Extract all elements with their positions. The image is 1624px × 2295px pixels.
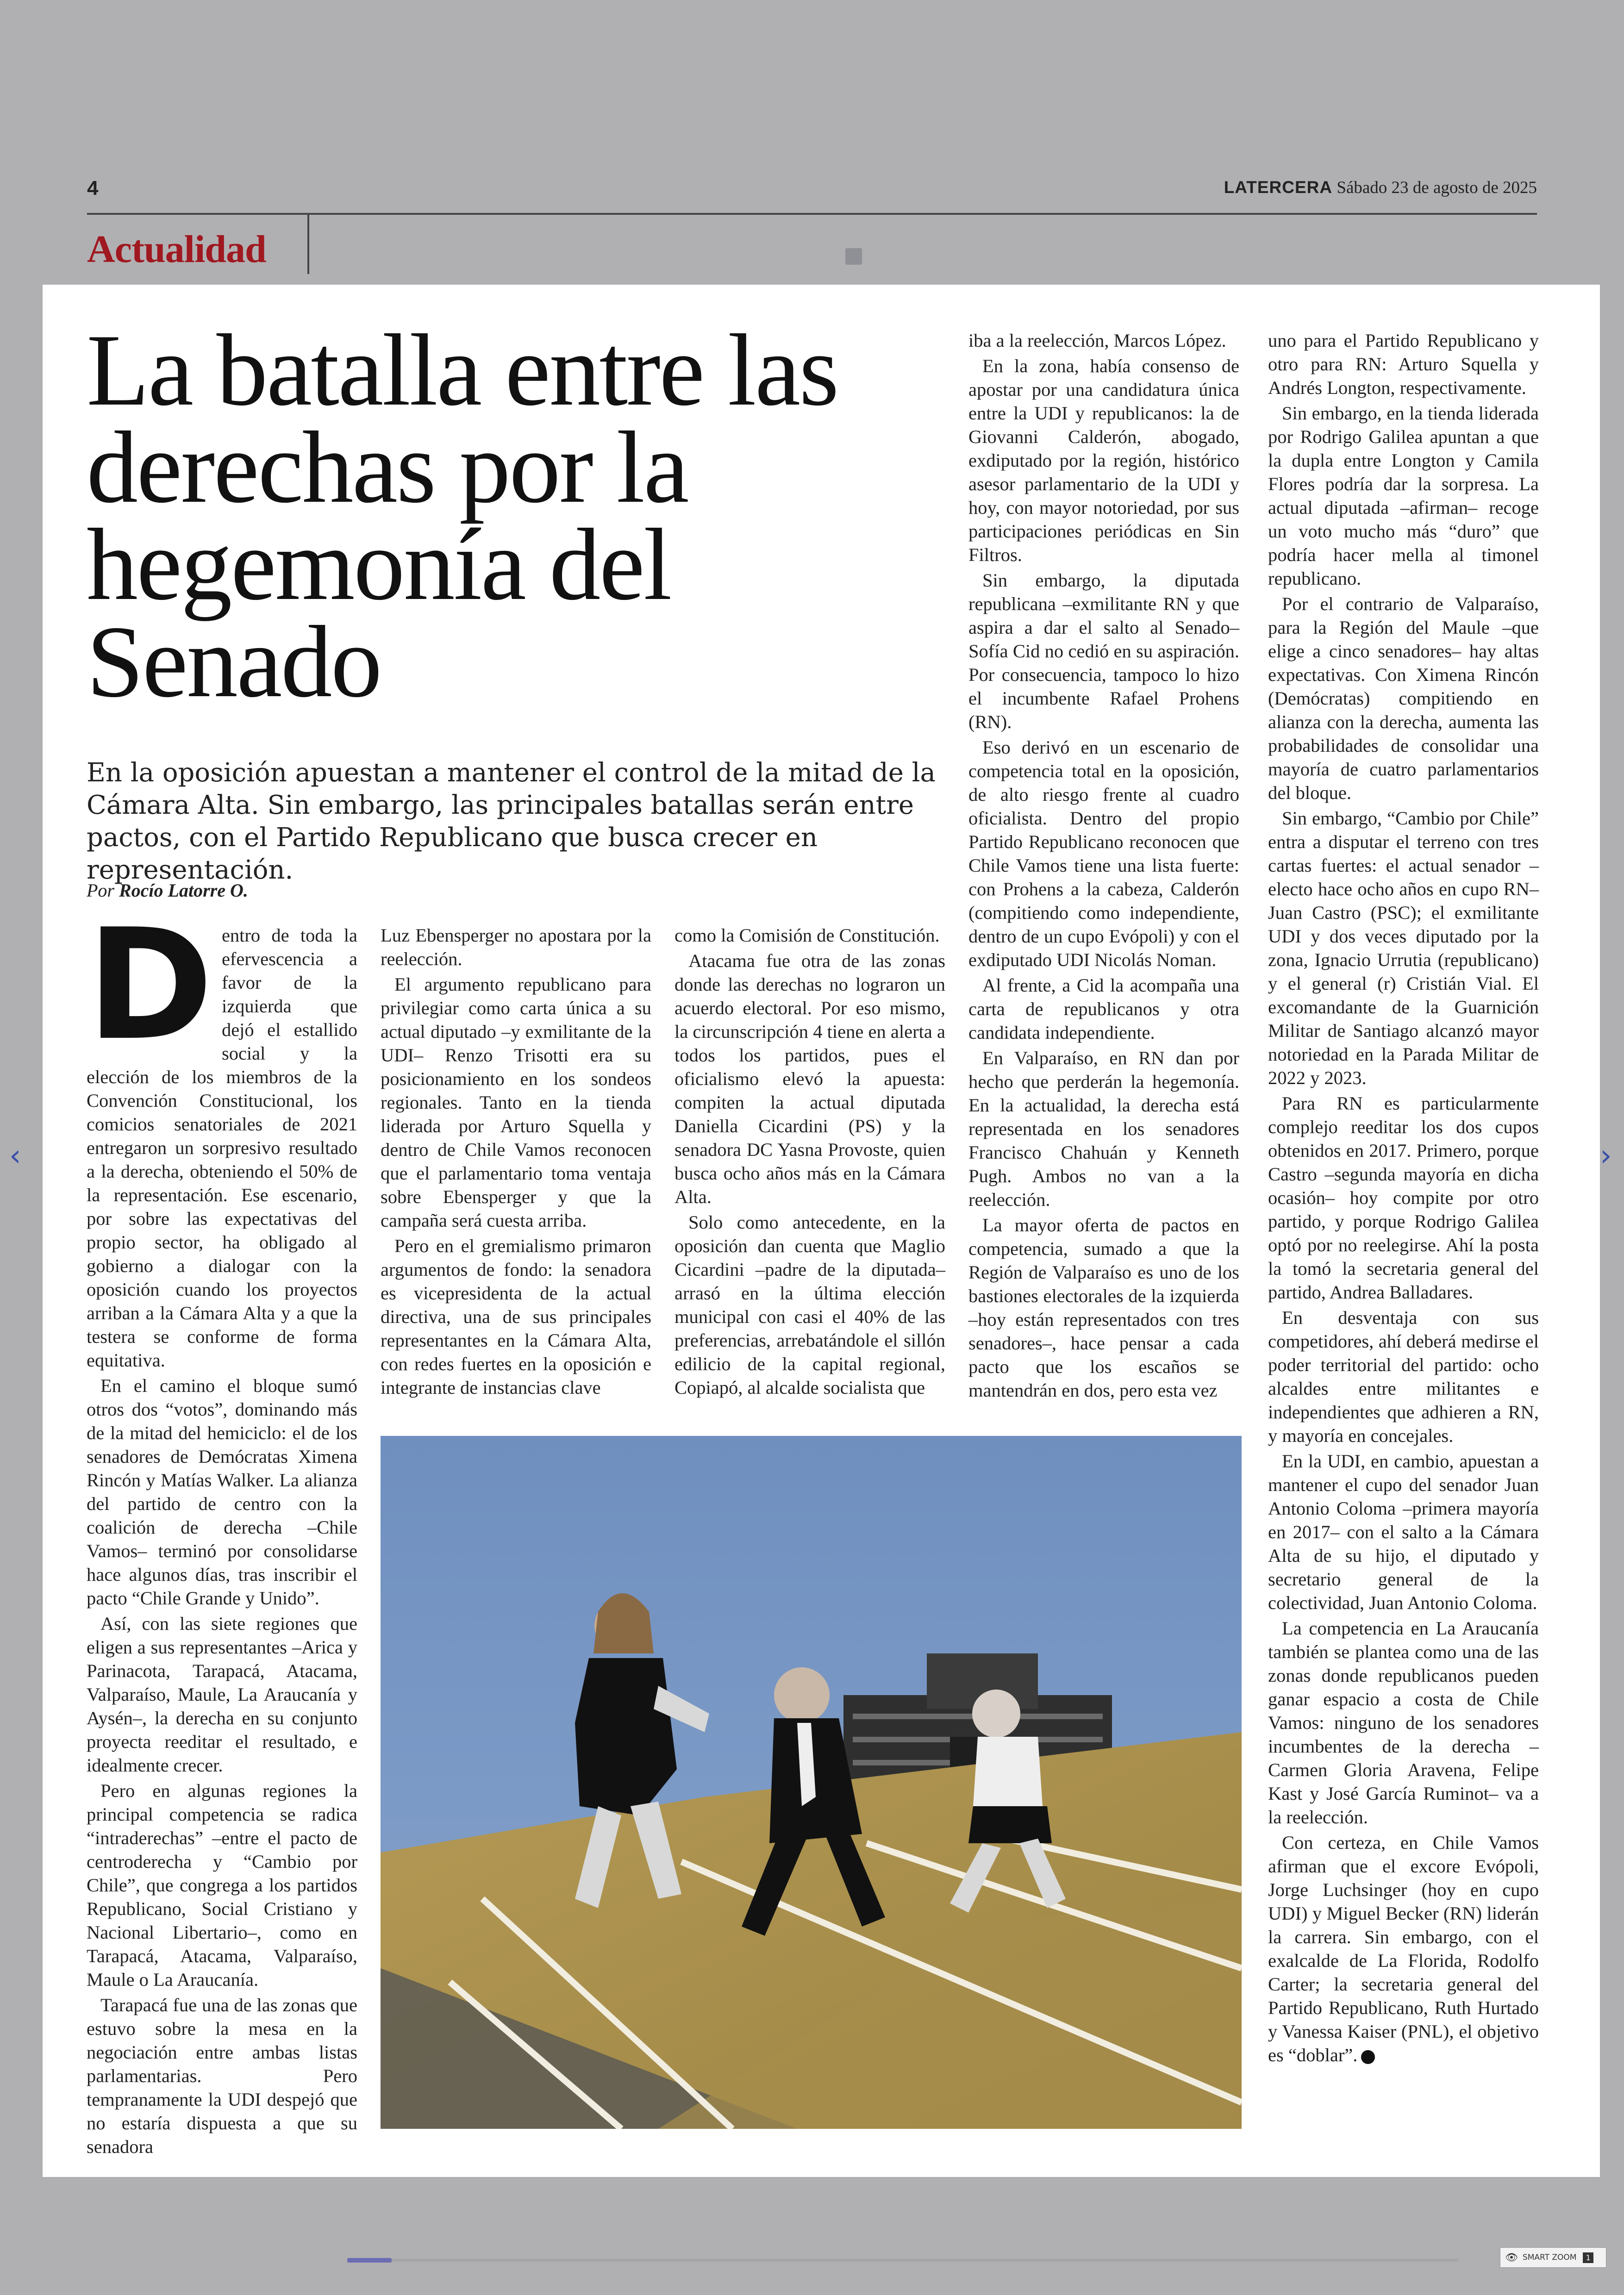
- paragraph: Atacama fue otra de las zonas donde las derechas no lograron un acuerdo electoral. Por eso mismo, la circunscripción 4 tiene en alerta a todos los partidos, pues el oficialismo elevó la apuesta: compiten la actual diputada Daniella Cicardini (PS) y la senadora DC Yasna Provoste, quien busca ocho años más en la Cámara Alta.: [675, 950, 945, 1207]
- paragraph: Pero en el gremialismo primaron argumentos de fondo: la senadora es vicepresidenta de la actual directiva, una de sus principales representantes en la Cámara Alta, con redes fuertes en la oposición e integrante de instancias clave: [381, 1235, 651, 1398]
- paragraph: Al frente, a Cid la acompaña una carta de republicanos y otra candidata independiente.: [968, 975, 1239, 1043]
- smart-zoom-page: 1: [1583, 2252, 1593, 2263]
- paragraph-text: Con certeza, en Chile Vamos afirman que el excore Evópoli, Jorge Luchsinger (hoy en cupo UDI) y Miguel Becker (RN) liderán la carrera. Sin embargo, con el exalcalde de La Florida, Rodolfo Carter; la secretaria general del Partido Republicano, Ruth Hurtado y Vanessa Kaiser (PNL), el objetivo es “doblar”.: [1268, 1832, 1539, 2065]
- article-column-3: [675, 923, 945, 1409]
- collage-illustration: [381, 1436, 1242, 2129]
- paragraph-last: [1268, 1831, 1539, 2067]
- smart-zoom-label: SMART ZOOM: [1522, 2253, 1577, 2262]
- paragraph: Tarapacá fue una de las zonas que estuvo sobre la mesa en la negociación entre ambas listas parlamentarias. Pero tempranamente la UDI despejó que no estaría dispuesta a que su senadora: [87, 1995, 357, 2157]
- paragraph: Para RN es particularmente complejo reeditar los dos cupos obtenidos en 2017. Primero, porque Castro –segunda mayoría en dicha ocasión– hoy compite por otro partido, y porque Rodrigo Galilea optó por no reelegirse. Ahí la posta la tomó la secretaria general del partido, Andrea Balladares.: [1268, 1093, 1539, 1303]
- header-rule: [87, 213, 1537, 215]
- article-column-4: [968, 329, 1239, 1440]
- paragraph: En Valparaíso, en RN dan por hecho que perderán la hegemonía. En la actualidad, la derecha está representada en los senadores Francisco Chahuán y Kenneth Pugh. Ambos no van a la reelección.: [968, 1048, 1239, 1210]
- brand-name: LATERCERA: [1224, 178, 1333, 197]
- paragraph: Sin embargo, en la tienda liderada por Rodrigo Galilea apuntan a que la dupla entre Longton y Camila Flores podría dar la sorpresa. La actual diputada –afirman– recoge un voto mucho más “duro” que podría hacer mella al timonel republicano.: [1268, 403, 1539, 589]
- drop-cap: D: [87, 896, 213, 1074]
- article-illustration: [381, 1436, 1242, 2129]
- section-divider: [307, 215, 309, 274]
- masthead: [1224, 178, 1537, 198]
- paragraph: Así, con las siete regiones que eligen a sus representantes –Arica y Parinacota, Tarapacá, Atacama, Valparaíso, Maule, La Araucanía y Aysén–, la derecha en su conjunto proyecta reeditar el resultado, e idealmente crecer.: [87, 1613, 357, 1776]
- paragraph: iba a la reelección, Marcos López.: [968, 330, 1226, 351]
- paragraph: En la zona, había consenso de apostar por una candidatura única entre la UDI y republicanos: la de Giovanni Calderón, abogado, exdiputado por la región, histórico asesor parlamentario de la UDI y hoy, con mayor notoriedad, por sus participaciones periódicas en Sin Filtros.: [968, 355, 1239, 565]
- paragraph: Solo como antecedente, en la oposición dan cuenta que Maglio Cicardini –padre de la diputada– arrasó en la última elección municipal con casi el 40% de las preferencias, arrebatándole el sillón edilicio de la capital regional, Copiapó, al alcalde socialista que: [675, 1212, 945, 1398]
- issue-date: Sábado 23 de agosto de 2025: [1337, 178, 1537, 197]
- page-scrollbar-track[interactable]: [347, 2259, 1458, 2262]
- page-scrollbar-thumb[interactable]: [347, 2258, 392, 2263]
- next-page-button[interactable]: ›: [1600, 1139, 1612, 1173]
- paragraph: entro de toda la efervescencia a favor de la izquierda que dejó el estallido social y la elección de los miembros de la Convención Constitucional, los comicios senatoriales de 2021 entregaron un sorpresivo resultado a la derecha, obteniendo el 50% de la representación. Ese escenario, por sobre las expectativas del propio sector, ha obligado al gobierno a dialogar con la oposición cuando los proyectos arriban a la Cámara Alta y a que la testera se conforme de forma equitativa.: [87, 925, 357, 1371]
- paragraph: Sin embargo, “Cambio por Chile” entra a disputar el terreno con tres cartas fuertes: el actual senador –electo hace ocho años en cupo RN– Juan Castro (PSC); el exmilitante UDI y dos veces diputado por la zona, Ignacio Urrutia (republicano) y el general (r) Cristián Vial. El excomandante de la Guarnición Militar de Santiago alcanzó mayor notoriedad en la Parada Militar de 2022 y 2023.: [1268, 808, 1539, 1088]
- prev-page-button[interactable]: ‹: [9, 1139, 21, 1173]
- paragraph: como la Comisión de Constitución.: [675, 925, 940, 946]
- article-column-1: [87, 896, 357, 2157]
- paragraph: Pero en algunas regiones la principal competencia se radica “intraderechas” –entre el pacto de centroderecha y “Cambio por Chile”, que congrega a los partidos Republicano, Social Cristiano y Nacional Libertario–, como en Tarapacá, Atacama, Valparaíso, Maule o La Araucanía.: [87, 1780, 357, 1990]
- paragraph: En el camino el bloque sumó otros dos “votos”, dominando más de la mitad del hemiciclo: el de los senadores de Demócratas Ximena Rincón y Matías Walker. La alianza del partido de centro con la coalición de derecha –Chile Vamos– terminó por consolidarse hace algunos días, tras inscribir el pacto “Chile Grande y Unido”.: [87, 1375, 357, 1609]
- paragraph: En la UDI, en cambio, apuestan a mantener el cupo del senador Juan Antonio Coloma –primera mayoría en 2017– con el salto a la Cámara Alta de su hijo, el diputado y secretario general de la colectividad, Juan Antonio Coloma.: [1268, 1451, 1539, 1613]
- newspaper-page: [43, 285, 1600, 2177]
- article-column-2: [381, 923, 651, 1409]
- article-column-5: [1268, 329, 1539, 2143]
- paragraph: Eso derivó en un escenario de competencia total en la oposición, de alto riesgo frente al cuadro oficialista. Dentro del propio Partido Republicano reconocen que Chile Vamos tiene una lista fuerte: con Prohens a la cabeza, Calderón (compitiendo como independiente, dentro de un cupo Evópoli) y con el exdiputado UDI Nicolás Noman.: [968, 737, 1239, 970]
- headline: La batalla entre las derechas por la hegemonía del Senado: [87, 313, 838, 719]
- paragraph: La competencia en La Araucanía también se plantea como una de las zonas donde republicanos pueden ganar espacio a costa de Chile Vamos: ninguno de los senadores incumbentes de la derecha –Carmen Gloria Aravena, Felipe Kast y José García Ruminot– va a la reelección.: [1268, 1618, 1539, 1827]
- paragraph: La mayor oferta de pactos en competencia, sumado a que la Región de Valparaíso es uno de los bastiones electorales de la izquierda –hoy están representados con tres senadores–, hace pensar a cada pacto que los escaños se mantendrán en dos, pero esta vez: [968, 1215, 1239, 1401]
- end-mark-icon: [1361, 2050, 1375, 2064]
- page-options-icon[interactable]: [845, 248, 862, 265]
- paragraph: Sin embargo, la diputada republicana –exmilitante RN y que aspira a dar el salto al Senado– Sofía Cid no cedió en su aspiración. Por consecuencia, tampoco lo hizo el incumbente Rafael Prohens (RN).: [968, 570, 1239, 732]
- paragraph: En desventaja con sus competidores, ahí deberá medirse el poder territorial del partido: ocho alcaldes entre militantes e independientes que adhieren a RN, y mayoría en concejales.: [1268, 1307, 1539, 1446]
- smart-zoom-button[interactable]: [1500, 2247, 1606, 2268]
- byline-prefix: Por: [87, 880, 114, 901]
- byline-author: Rocío Latorre O.: [119, 880, 248, 901]
- section-title: Actualidad: [87, 228, 266, 271]
- article-deck: En la oposición apuestan a mantener el control de la mitad de la Cámara Alta. Sin embargo, las principales batallas serán entre pactos, con el Partido Republicano que busca crecer en representación.: [87, 758, 936, 885]
- paragraph: Por el contrario de Valparaíso, para la Región del Maule –que elige a cinco senadores– hay altas expectativas. Con Ximena Rincón (Demócratas) compitiendo en alianza con la derecha, aumenta las probabilidades de consolidar una mayoría de cuatro parlamentarios del bloque.: [1268, 593, 1539, 803]
- paragraph: Luz Ebensperger no apostara por la reelección.: [381, 925, 651, 969]
- page-number: 4: [87, 177, 99, 200]
- paragraph: El argumento republicano para privilegiar como carta única a su actual diputado –y exmilitante de la UDI– Renzo Trisotti era su posicionamiento en los sondeos regionales. Tanto en la tienda liderada por Arturo Squella y dentro de Chile Vamos reconocen que el parlamentario toma ventaja sobre Ebensperger y que la campaña será cuesta arriba.: [381, 974, 651, 1231]
- eye-icon: 👁: [1505, 2251, 1518, 2264]
- paragraph: uno para el Partido Republicano y otro para RN: Arturo Squella y Andrés Longton, respectivamente.: [1268, 330, 1539, 398]
